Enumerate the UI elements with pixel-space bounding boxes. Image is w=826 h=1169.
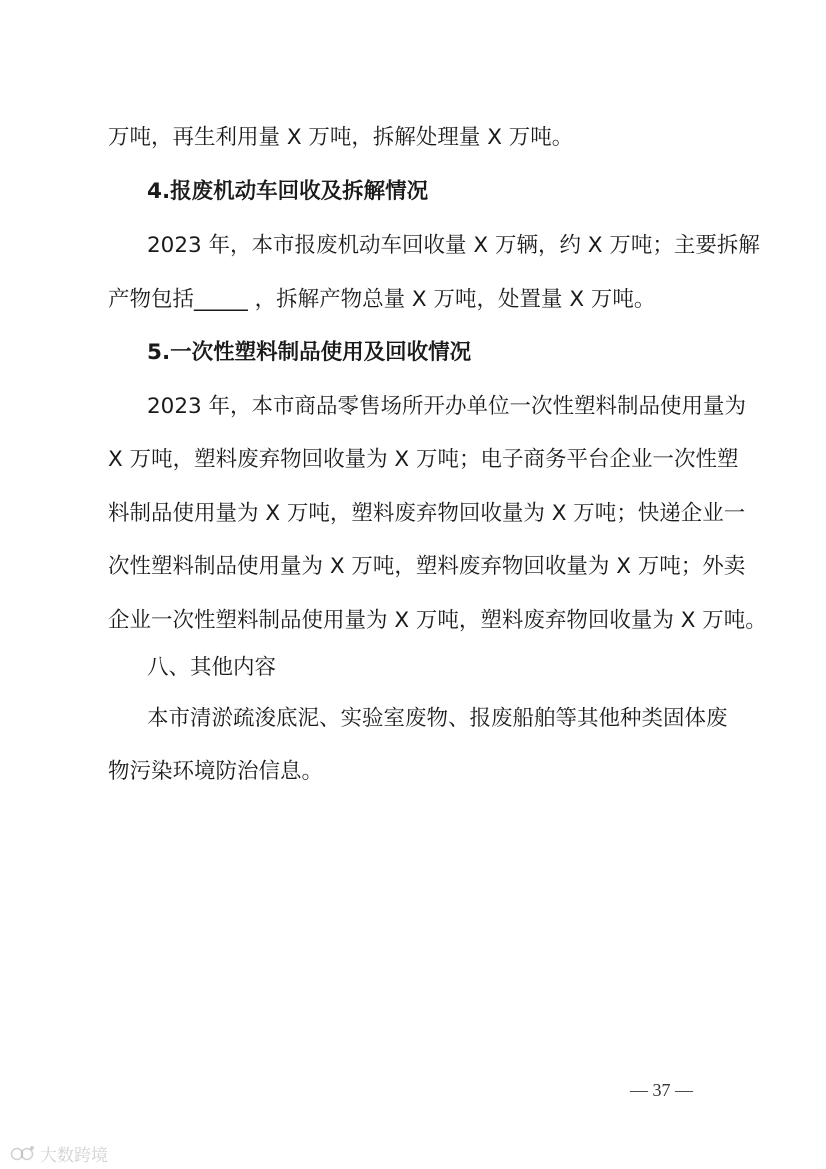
watermark-logo-icon	[10, 1144, 36, 1164]
section-heading: 5.一次性塑料制品使用及回收情况	[147, 340, 472, 365]
paragraph-line: 本市清淤疏浚底泥、实验室废物、报废船舶等其他种类固体废	[147, 706, 728, 731]
paragraph-line: 次性塑料制品使用量为 X 万吨，塑料废弃物回收量为 X 万吨；外卖	[108, 554, 746, 579]
section-heading: 4.报废机动车回收及拆解情况	[147, 179, 429, 204]
page-number: — 37 —	[630, 1080, 693, 1100]
paragraph-line: X 万吨，塑料废弃物回收量为 X 万吨；电子商务平台企业一次性塑	[108, 447, 739, 472]
paragraph-line: 2023 年，本市报废机动车回收量 X 万辆，约 X 万吨；主要拆解	[147, 233, 760, 258]
paragraph-line: 万吨，再生利用量 X 万吨，拆解处理量 X 万吨。	[108, 125, 574, 150]
watermark-text: 大数跨境	[40, 1146, 108, 1166]
paragraph-line: 产物包括_____ ，拆解产物总量 X 万吨，处置量 X 万吨。	[108, 287, 656, 312]
section-heading: 八、其他内容	[147, 655, 277, 680]
paragraph-line: 2023 年，本市商品零售场所开办单位一次性塑料制品使用量为	[147, 394, 747, 419]
paragraph-line: 物污染环境防治信息。	[108, 759, 324, 784]
paragraph-line: 料制品使用量为 X 万吨，塑料废弃物回收量为 X 万吨；快递企业一	[108, 501, 746, 526]
paragraph-line: 企业一次性塑料制品使用量为 X 万吨，塑料废弃物回收量为 X 万吨。	[108, 608, 767, 633]
watermark	[10, 1141, 108, 1166]
